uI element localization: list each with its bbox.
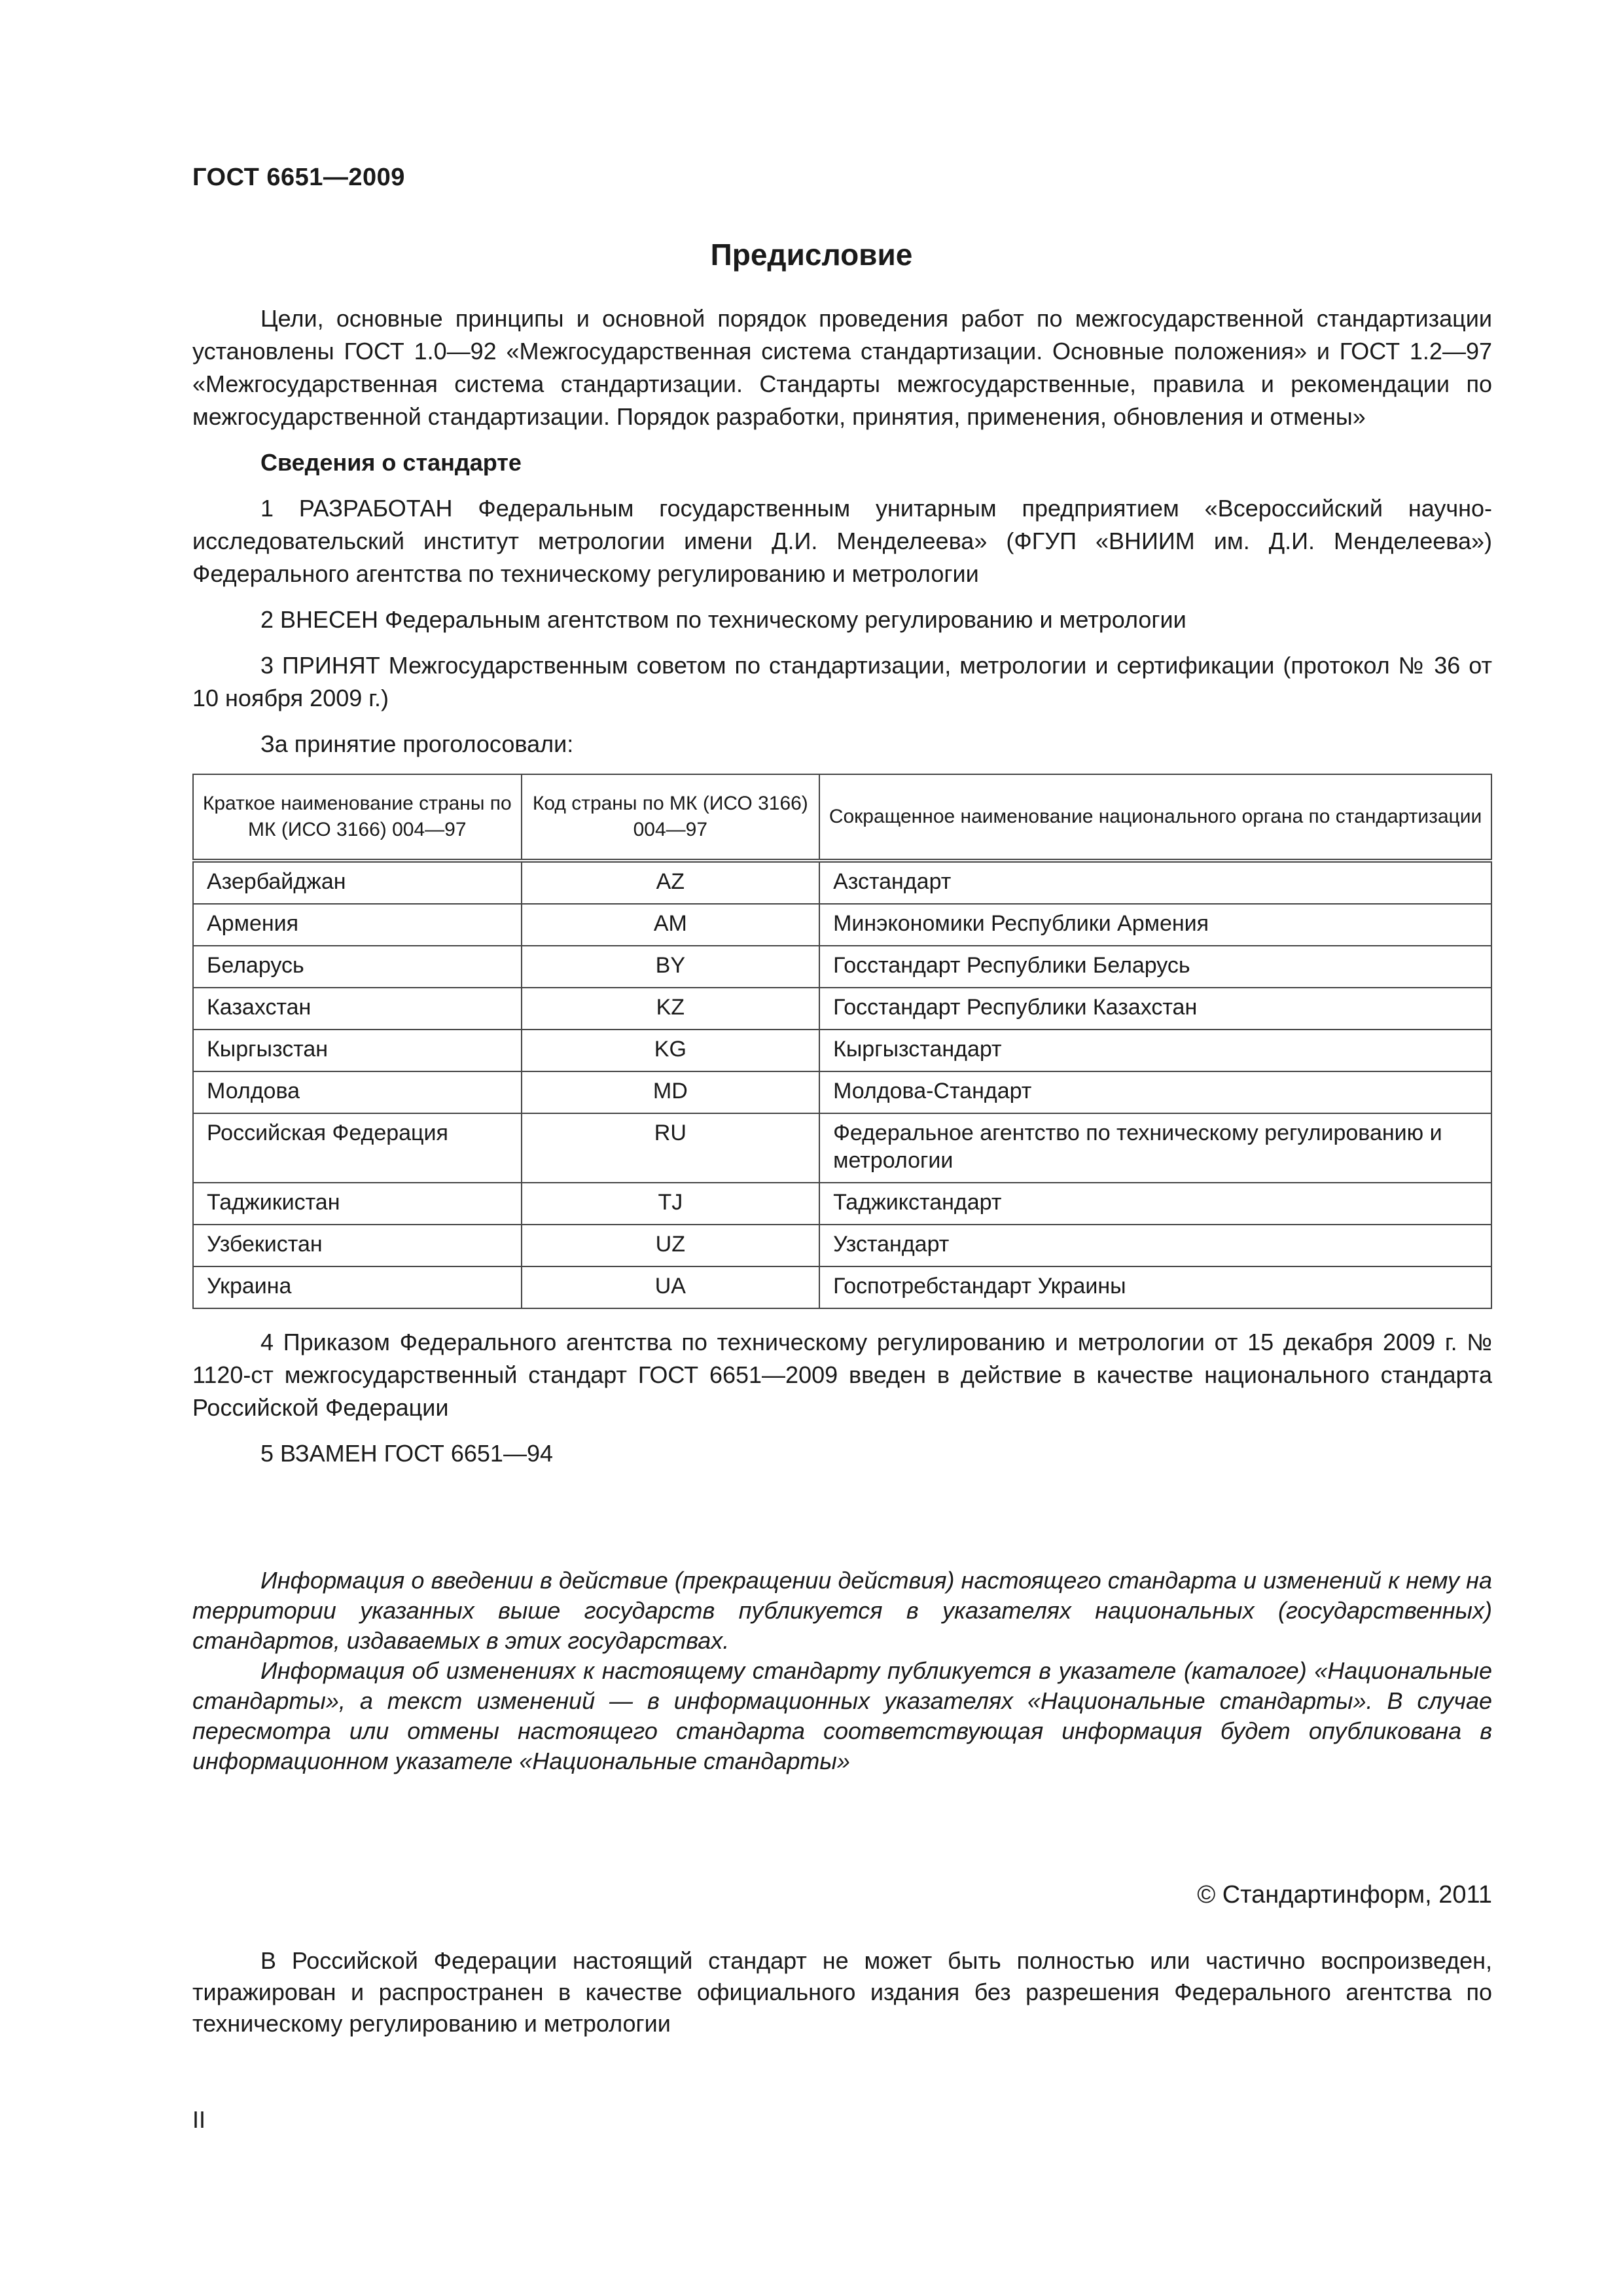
code-cell: AZ <box>522 861 819 904</box>
body-cell: Госстандарт Республики Беларусь <box>819 946 1491 988</box>
vote-label: За принятие проголосовали: <box>260 730 574 757</box>
info-item-1: 1 РАЗРАБОТАН Федеральным государственным унитарным предприятием «Всероссийский научно-исследовательский институт метрологии имени Д.И. Менделеева» (ФГУП «ВНИИМ им. Д.И. Менделеева») Федерального агентства по техническому регулированию и метрологии <box>192 495 1492 587</box>
code-cell: RU <box>522 1113 819 1183</box>
table-row <box>193 1030 1491 1071</box>
country-cell: Азербайджан <box>193 861 522 904</box>
code-cell: BY <box>522 946 819 988</box>
country-cell: Молдова <box>193 1071 522 1113</box>
country-cell: Украина <box>193 1266 522 1308</box>
table-row <box>193 1266 1491 1308</box>
country-cell: Таджикистан <box>193 1183 522 1225</box>
table-row <box>193 904 1491 946</box>
table-row <box>193 946 1491 988</box>
body-cell: Узстандарт <box>819 1225 1491 1266</box>
intro-paragraph: Цели, основные принципы и основной порядок проведения работ по межгосударственной стандартизации установлены ГОСТ 1.0—92 «Межгосударственная система стандартизации. Основные положения» и ГОСТ 1.2—97 «Межгосударственная система стандартизации. Стандарты межгосударственные, правила и рекомендации по межгосударственной стандартизации. Порядок разработки, принятия, применения, обновления и отмены» <box>192 305 1492 430</box>
code-cell: UZ <box>522 1225 819 1266</box>
body-cell: Федеральное агентство по техническому регулированию и метрологии <box>819 1113 1491 1183</box>
publication-notes <box>192 1566 1492 1776</box>
notes-paragraph-1: Информация о введении в действие (прекращении действия) настоящего стандарта и изменений к нему на территории указанных выше государств публикуется в указателях национальных (государственных) стандартов, издаваемых в этих государствах. <box>192 1567 1492 1654</box>
rights-notice <box>192 1945 1492 2039</box>
country-cell: Кыргызстан <box>193 1030 522 1071</box>
header-national-body: Сокращенное наименование национального органа по стандартизации <box>819 774 1491 861</box>
table-row <box>193 1225 1491 1266</box>
country-cell: Армения <box>193 904 522 946</box>
body-cell: Госстандарт Республики Казахстан <box>819 988 1491 1030</box>
body-cell: Таджикстандарт <box>819 1183 1491 1225</box>
info-item-2: 2 ВНЕСЕН Федеральным агентством по техническому регулированию и метрологии <box>260 606 1186 633</box>
country-cell: Казахстан <box>193 988 522 1030</box>
copyright-notice: © Стандартинформ, 2011 <box>1197 1881 1492 1909</box>
page-title: Предисловие <box>710 238 913 272</box>
country-cell: Узбекистан <box>193 1225 522 1266</box>
info-item-5: 5 ВЗАМЕН ГОСТ 6651—94 <box>260 1440 553 1467</box>
table-row <box>193 988 1491 1030</box>
notes-paragraph-2: Информация об изменениях к настоящему стандарту публикуется в указателе (каталоге) «Национальные стандарты», а текст изменений — в информационных указателях «Национальные стандарты». В случае пересмотра или отмены настоящего стандарта соответствующая информация будет опубликована в информационном указателе «Национальные стандарты» <box>192 1657 1492 1774</box>
main-content <box>192 302 1492 1470</box>
table-row <box>193 1113 1491 1183</box>
rights-paragraph: В Российской Федерации настоящий стандарт не может быть полностью или частично воспроизведен, тиражирован и распространен в качестве официального издания без разрешения Федерального агентства по техническому регулированию и метрологии <box>192 1947 1492 2037</box>
code-cell: UA <box>522 1266 819 1308</box>
table-row <box>193 861 1491 904</box>
code-cell: TJ <box>522 1183 819 1225</box>
standard-code-header: ГОСТ 6651—2009 <box>192 164 405 191</box>
code-cell: KZ <box>522 988 819 1030</box>
header-country-code: Код страны по МК (ИСО 3166) 004—97 <box>522 774 819 861</box>
country-cell: Беларусь <box>193 946 522 988</box>
header-country-name: Краткое наименование страны по МК (ИСО 3166) 004—97 <box>193 774 522 861</box>
page-number: II <box>192 2106 206 2133</box>
votes-table <box>192 774 1492 1309</box>
body-cell: Кыргызстандарт <box>819 1030 1491 1071</box>
code-cell: AM <box>522 904 819 946</box>
body-cell: Молдова-Стандарт <box>819 1071 1491 1113</box>
code-cell: MD <box>522 1071 819 1113</box>
info-item-3: 3 ПРИНЯТ Межгосударственным советом по стандартизации, метрологии и сертификации (протокол № 36 от 10 ноября 2009 г.) <box>192 652 1492 711</box>
body-cell: Госпотребстандарт Украины <box>819 1266 1491 1308</box>
table-header-row <box>193 774 1491 861</box>
table-row <box>193 1183 1491 1225</box>
standard-info-heading: Сведения о стандарте <box>260 449 522 476</box>
country-cell: Российская Федерация <box>193 1113 522 1183</box>
body-cell: Минэкономики Республики Армения <box>819 904 1491 946</box>
info-item-4: 4 Приказом Федерального агентства по техническому регулированию и метрологии от 15 декабря 2009 г. № 1120-ст межгосударственный стандарт ГОСТ 6651—2009 введен в действие в качестве национального стандарта Российской Федерации <box>192 1329 1492 1421</box>
table-row <box>193 1071 1491 1113</box>
code-cell: KG <box>522 1030 819 1071</box>
body-cell: Азстандарт <box>819 861 1491 904</box>
